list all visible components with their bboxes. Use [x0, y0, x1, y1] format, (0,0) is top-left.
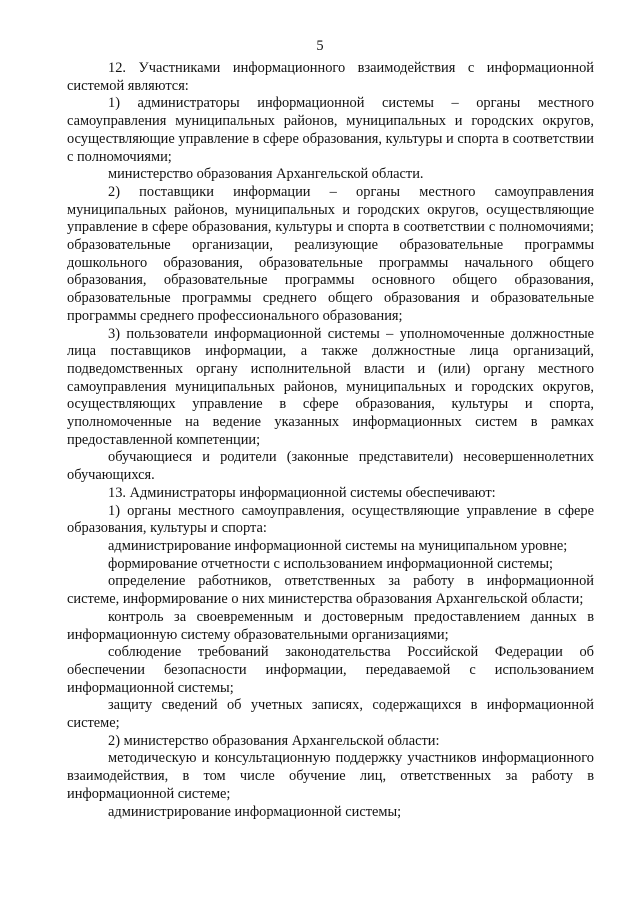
page-number: 5 — [316, 38, 324, 54]
paragraph: администрирование информационной системы на муниципальном уровне; — [108, 537, 568, 554]
paragraph: обучающиеся и родители (законные представители) несовершеннолетних обучающихся. — [67, 449, 594, 484]
paragraph: защиту сведений об учетных записях, содержащихся в информационной системе; — [67, 697, 594, 732]
paragraph: 1) органы местного самоуправления, осуществляющие управление в сфере образования, культуры и спорта: — [67, 502, 594, 537]
paragraph: 13. Администраторы информационной системы обеспечивают: — [108, 484, 496, 501]
paragraph: методическую и консультационную поддержку участников информационного взаимодействия, в том числе обучение лиц, ответственных за работу в информационной системе; — [67, 750, 594, 802]
paragraph: администрирование информационной системы; — [108, 803, 402, 820]
paragraph: 3) пользователи информационной системы – уполномоченные должностные лица поставщиков информации, а также должностные лица организаций, подведомственных органу исполнительной власти и (или) органу местного самоуправления муниципальных районов, муниципальных и городских округов, осуществляющих управление в сфере образования, культуры и спорта, уполномоченные на ведение указанных информационных систем в рамках предоставленной компетенции; — [67, 325, 594, 448]
paragraph: 2) министерство образования Архангельской области: — [108, 732, 440, 749]
paragraph: 2) поставщики информации – органы местного самоуправления муниципальных районов, муниципальных и городских округов, осуществляющие управление в сфере образования, культуры и спорта в соответствии с полномочиями; образовательные организации, реализующие образовательные программы дошкольного образования, образовательные программы начального общего образования, образовательные программы основного общего образования, образовательные программы среднего общего образования и образовательные программы среднего профессионального образования; — [67, 183, 594, 324]
document-body — [67, 60, 594, 821]
paragraph: формирование отчетности с использованием информационной системы; — [108, 555, 554, 572]
paragraph: определение работников, ответственных за работу в информационной системе, информирование о них министерства образования Архангельской области; — [67, 573, 594, 608]
paragraph: соблюдение требований законодательства Российской Федерации об обеспечении безопасности информации, передаваемой с использованием информационной системы; — [67, 644, 594, 696]
paragraph: министерство образования Архангельской области. — [108, 166, 424, 183]
paragraph: 1) администраторы информационной системы – органы местного самоуправления муниципальных районов, муниципальных и городских округов, осуществляющие управление в сфере образования, культуры и спорта в соответствии с полномочиями; — [67, 95, 594, 165]
paragraph: контроль за своевременным и достоверным предоставлением данных в информационную систему образовательными организациями; — [67, 608, 594, 643]
paragraph: 12. Участниками информационного взаимодействия с информационной системой являются: — [67, 60, 594, 94]
